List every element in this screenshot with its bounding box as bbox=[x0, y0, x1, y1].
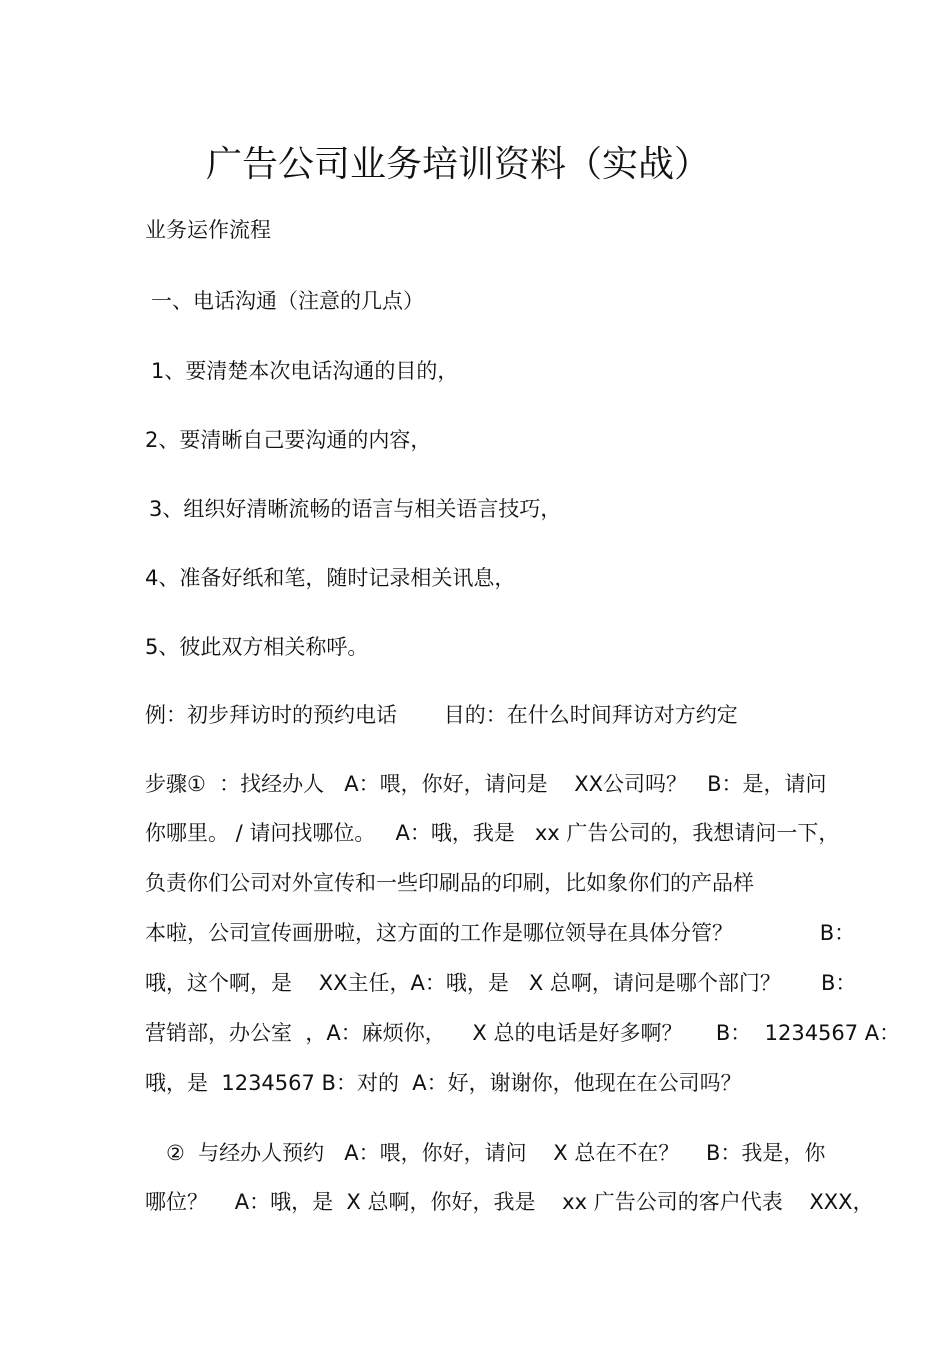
point-item: 1、要清楚本次电话沟通的目的， bbox=[151, 359, 459, 383]
point-item: 2、要清晰自己要沟通的内容， bbox=[145, 428, 432, 452]
step1-line: 负责你们公司对外宣传和一些印刷品的印刷，比如象你们的产品样 bbox=[145, 871, 754, 895]
step2-line: 哪位？ A：哦，是 X 总啊，你好，我是 xx 广告公司的客户代表 XXX， bbox=[145, 1190, 874, 1214]
step1-line: 营销部，办公室 ，A：麻烦你， X 总的电话是好多啊？ B： 1234567 A： bbox=[145, 1021, 901, 1045]
step1-line: 步骤① ：找经办人 A：喂，你好，请问是 XX公司吗？ B：是，请问 bbox=[145, 772, 827, 796]
subsection-heading: 一、电话沟通（注意的几点） bbox=[151, 289, 424, 313]
example-line: 例：初步拜访时的预约电话 目的：在什么时间拜访对方约定 bbox=[145, 703, 738, 727]
step1-line: 本啦，公司宣传画册啦，这方面的工作是哪位领导在具体分管？ B： bbox=[145, 921, 856, 945]
step1-line: 你哪里。 / 请问找哪位。 A：哦，我是 xx 广告公司的，我想请问一下， bbox=[145, 821, 840, 845]
point-item: 4、准备好纸和笔，随时记录相关讯息， bbox=[145, 566, 516, 590]
point-item: 5、彼此双方相关称呼。 bbox=[145, 635, 369, 659]
section-heading: 业务运作流程 bbox=[145, 218, 271, 242]
document-title: 广告公司业务培训资料（实战） bbox=[206, 144, 711, 185]
step1-line: 哦，是 1234567 B：对的 A：好，谢谢你，他现在在公司吗？ bbox=[145, 1071, 742, 1095]
point-item: 3、组织好清晰流畅的语言与相关语言技巧， bbox=[149, 497, 562, 521]
step2-line: ② 与经办人预约 A：喂，你好，请问 X 总在不在？ B：我是，你 bbox=[166, 1141, 826, 1165]
step1-line: 哦，这个啊，是 XX主任，A：哦，是 X 总啊，请问是哪个部门？ B： bbox=[145, 971, 857, 995]
